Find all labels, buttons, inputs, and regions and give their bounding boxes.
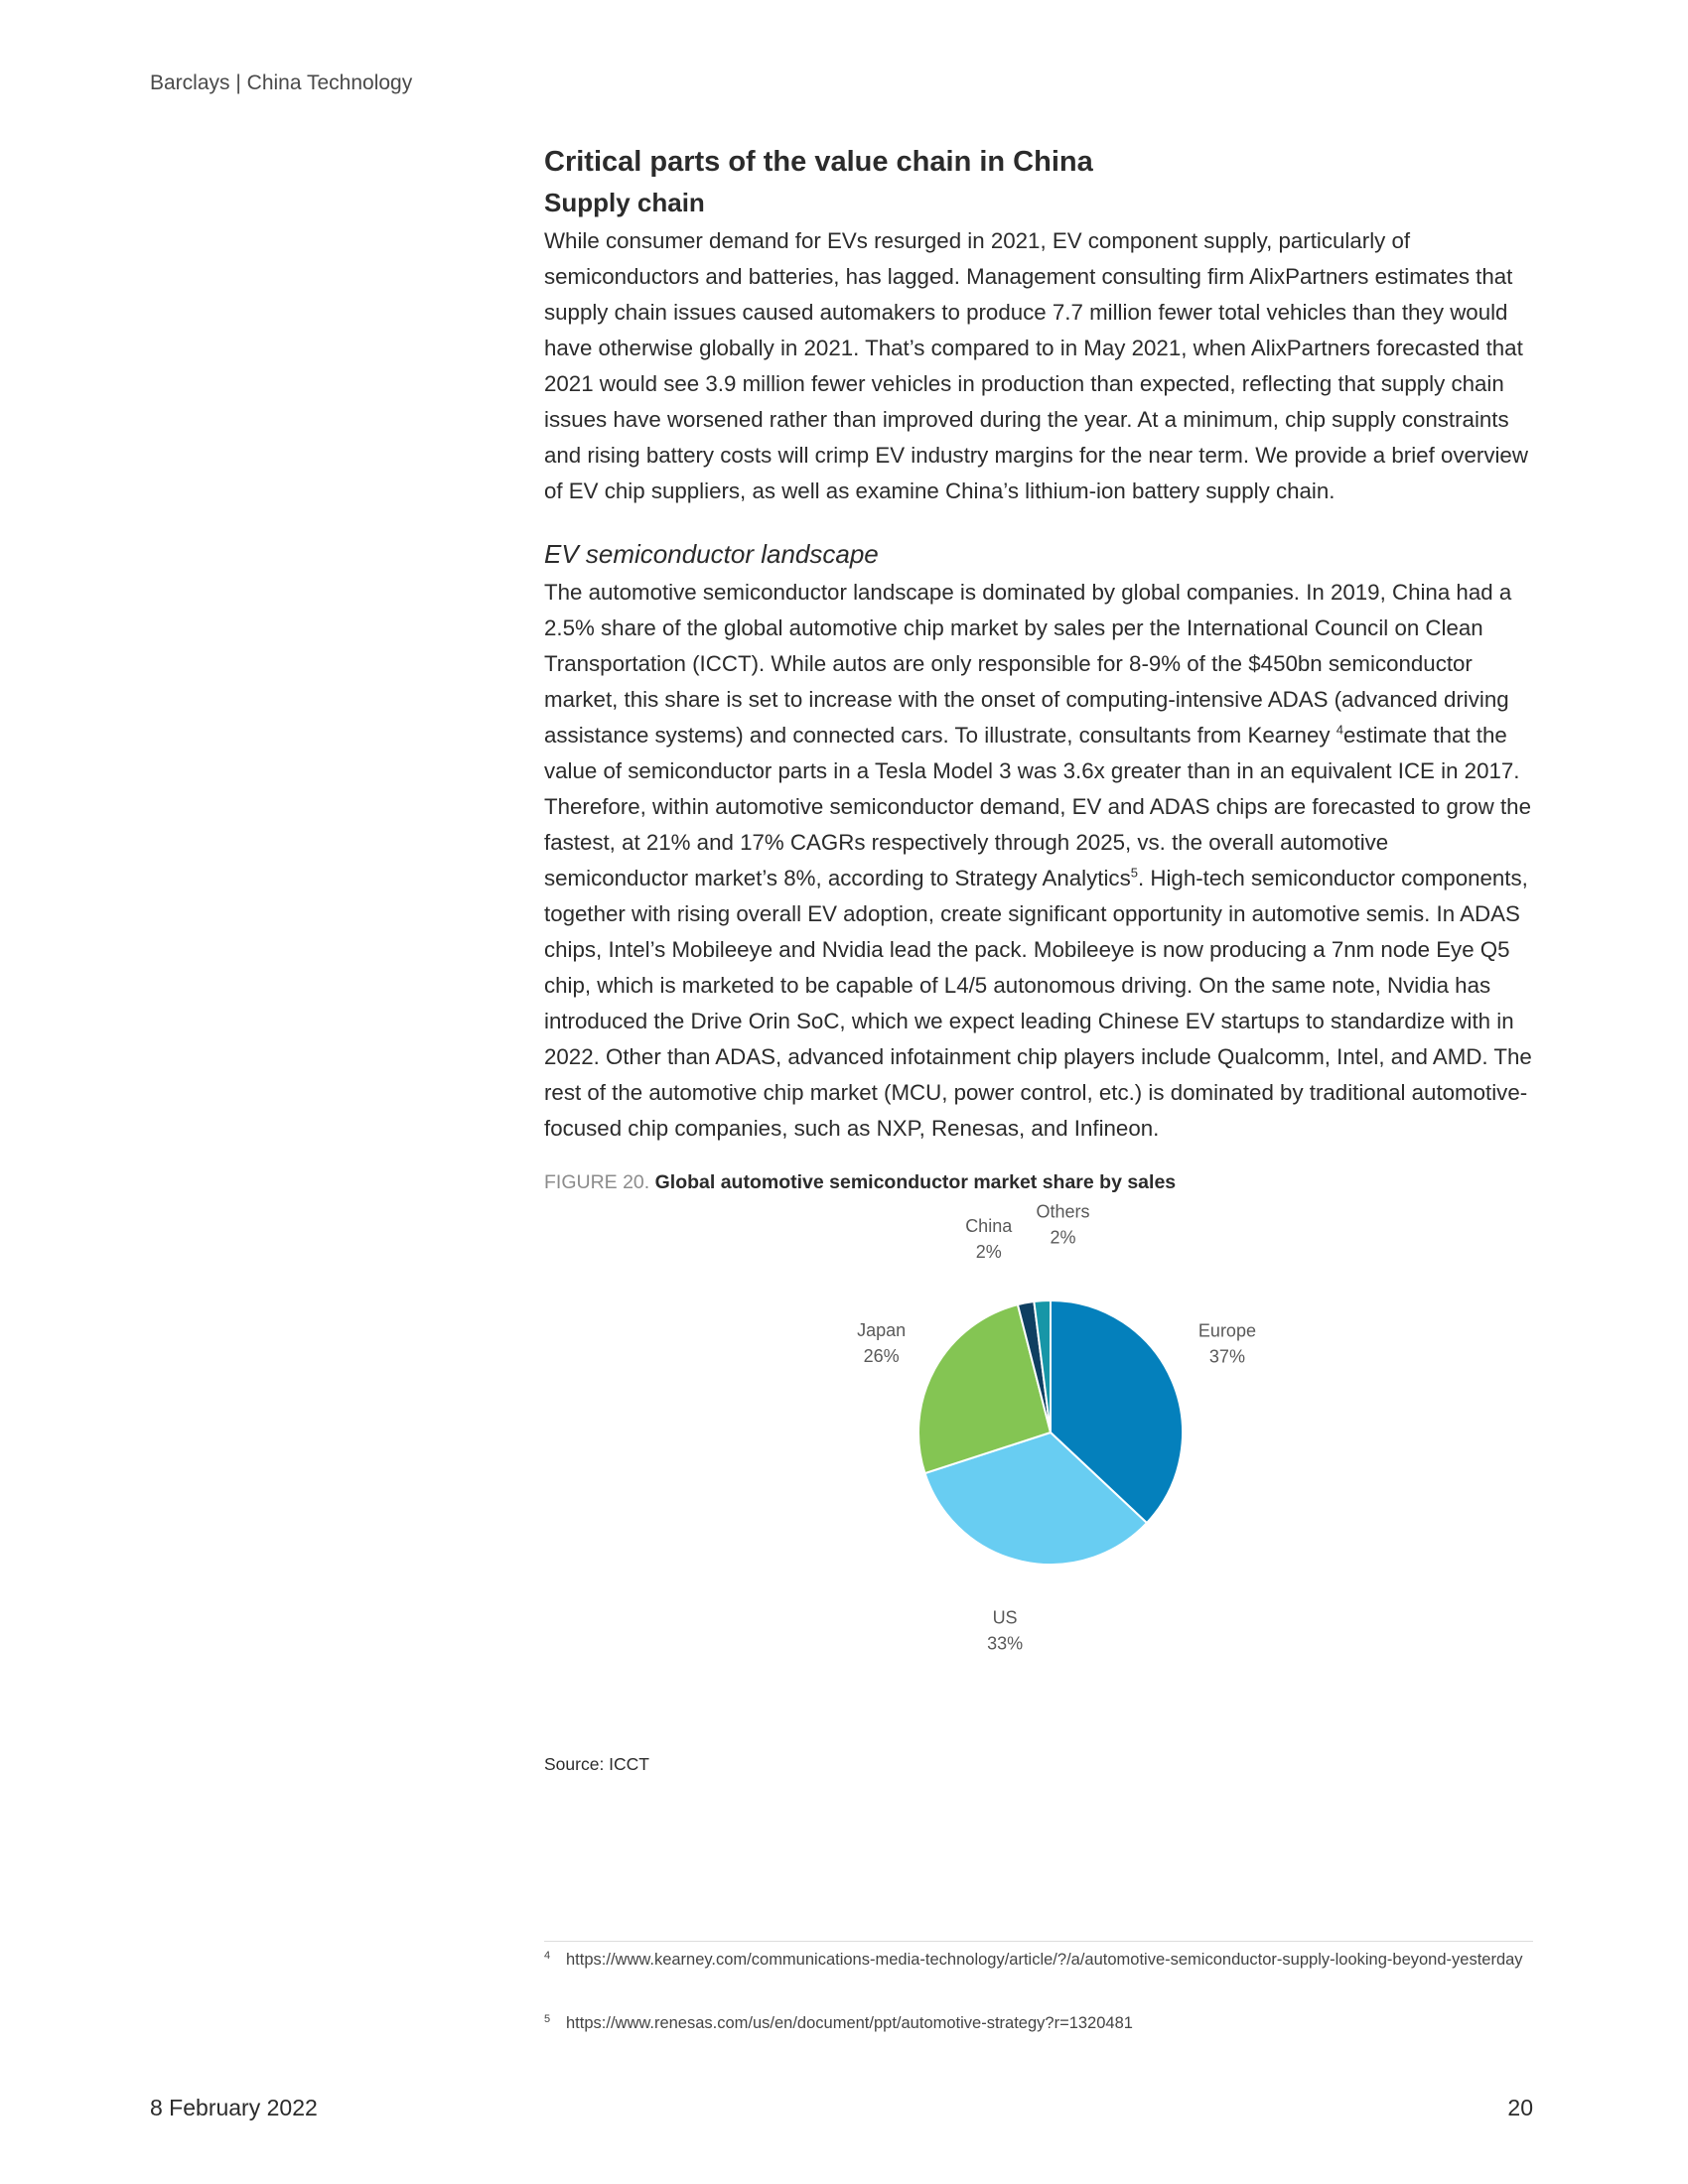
main-content <box>544 144 1533 1671</box>
semiconductor-paragraph-part3: . High-tech semiconductor components, together with rising overall EV adoption, create significant opportunity in automotive semis. In ADAS chips, Intel’s Mobileeye and Nvidia lead the pack. Mobileeye is now producing a 7nm node Eye Q5 chip, which is marketed to be capable of L4/5 autonomous driving. On the same note, Nvidia has introduced the Drive Orin SoC, which we expect leading Chinese EV startups to standardize with in 2022. Other than ADAS, advanced infotainment chip players include Qualcomm, Intel, and AMD. The rest of the automotive chip market (MCU, power control, etc.) is dominated by traditional automotive-focused chip companies, such as NXP, Renesas, and Infineon. <box>544 866 1532 1141</box>
footnote-ref-5[interactable]: 5 <box>1130 865 1138 881</box>
semiconductor-heading: EV semiconductor landscape <box>544 539 879 569</box>
footnote-ref-4[interactable]: 4 <box>1336 722 1343 738</box>
semiconductor-paragraph-part2: estimate that the value of semiconductor parts in a Tesla Model 3 was 3.6x greater than in an equivalent ICE in 2017. Therefore, within automotive semiconductor demand, EV and ADAS chips are forecasted to grow the fastest, at 21% and 17% CAGRs respectively through 2025, vs. the overall automotive semiconductor market’s 8%, according to Strategy Analytics <box>544 723 1531 890</box>
slice-value-europe: 37% <box>1208 1346 1245 1367</box>
slice-label-others: Others <box>1036 1204 1090 1222</box>
footnote-link[interactable]: https://www.kearney.com/communications-media-technology/article/?/a/automotive-semiconductor-supply-looking-beyond-yesterday <box>566 1951 1523 1969</box>
pie-chart <box>544 1204 1533 1671</box>
semiconductor-paragraph <box>544 575 1533 1147</box>
figure-caption <box>544 1168 1533 1196</box>
page-number: 20 <box>1507 2095 1533 2120</box>
supply-chain-paragraph: While consumer demand for EVs resurged in 2021, EV component supply, particularly of semiconductors and batteries, has lagged. Management consulting firm AlixPartners estimates that supply chain issues caused automakers to produce 7.7 million fewer total vehicles than they would have otherwise globally in 2021. That’s compared to in May 2021, when AlixPartners forecasted that 2021 would see 3.9 million fewer vehicles in production than expected, reflecting that supply chain issues have worsened rather than improved during the year. At a minimum, chip supply constraints and rising battery costs will crimp EV industry margins for the near term. We provide a brief overview of EV chip suppliers, as well as examine China’s lithium-ion battery supply chain. <box>544 228 1528 503</box>
footnote-4 <box>544 1948 1533 1972</box>
section-title: Critical parts of the value chain in China <box>544 146 1093 178</box>
slice-label-china: China <box>965 1216 1013 1237</box>
footnote-5 <box>544 2011 1533 2035</box>
footer-date: 8 February 2022 <box>150 2095 318 2120</box>
supply-chain-heading: Supply chain <box>544 188 705 217</box>
slice-value-japan: 26% <box>863 1345 900 1366</box>
figure-title: Global automotive semiconductor market share by sales <box>654 1171 1177 1193</box>
semiconductor-paragraph-part1: The automotive semiconductor landscape is dominated by global companies. In 2019, China had a 2.5% share of the global automotive chip market by sales per the International Council on Clean Transportation (ICCT). While autos are only responsible for 8-9% of the $450bn semiconductor market, this share is set to increase with the onset of computing-intensive ADAS (advanced driving assistance systems) and connected cars. To illustrate, consultants from Kearney <box>544 580 1512 748</box>
slice-value-us: 33% <box>987 1633 1024 1654</box>
figure-source: Source: ICCT <box>544 1754 649 1774</box>
figure-label: FIGURE 20. <box>544 1171 650 1193</box>
footnote-number: 5 <box>544 2013 551 2025</box>
footnote-number: 4 <box>544 1950 551 1962</box>
slice-label-europe: Europe <box>1197 1320 1256 1341</box>
slice-value-others: 2% <box>1050 1227 1076 1248</box>
report-header: Barclays | China Technology <box>150 71 413 94</box>
slice-value-china: 2% <box>975 1242 1002 1263</box>
pie-chart-container <box>544 1204 1533 1671</box>
slice-label-japan: Japan <box>857 1319 907 1340</box>
footnote-link[interactable]: https://www.renesas.com/us/en/document/ppt/automotive-strategy?r=1320481 <box>566 2014 1133 2032</box>
slice-label-us: US <box>992 1607 1018 1628</box>
footnote-divider <box>544 1941 1533 1942</box>
